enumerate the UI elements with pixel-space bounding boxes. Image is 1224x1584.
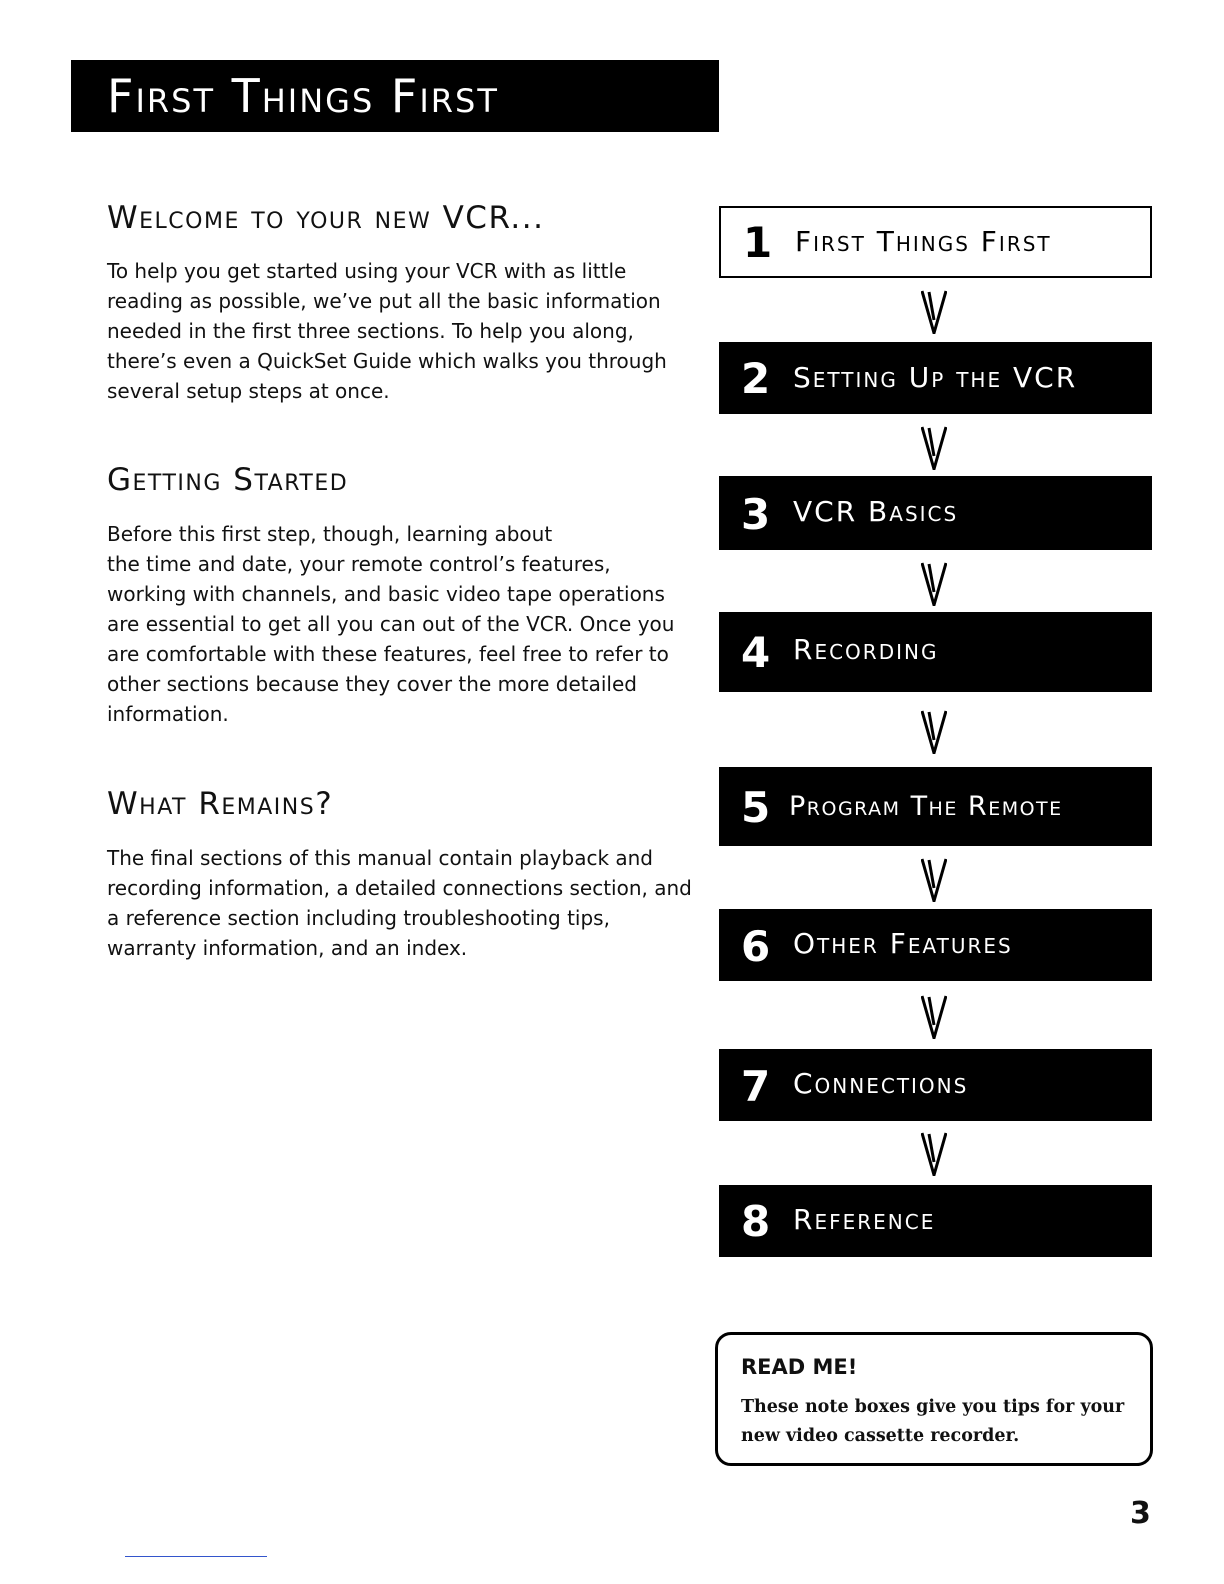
footer-rule xyxy=(125,1556,267,1557)
chapter-number: 8 xyxy=(741,1197,771,1246)
section-body-what-remains xyxy=(107,843,692,963)
body-line: reading as possible, we’ve put all the basic information xyxy=(107,289,661,313)
body-line: needed in the first three sections. To help you along, xyxy=(107,319,634,343)
body-line: are comfortable with these features, feel free to refer to xyxy=(107,642,669,666)
chapter-box-5 xyxy=(719,767,1152,846)
chapter-label: Connections xyxy=(793,1067,969,1100)
body-line: other sections because they cover the more detailed xyxy=(107,672,637,696)
body-line: several setup steps at once. xyxy=(107,379,390,403)
chapter-box-4 xyxy=(719,612,1152,692)
chevron-down-arrow-icon xyxy=(921,710,947,754)
chapter-label: Reference xyxy=(793,1203,936,1236)
chapter-number: 4 xyxy=(741,628,771,677)
chapter-box-1 xyxy=(719,206,1152,278)
chevron-down-arrow-icon xyxy=(921,995,947,1039)
chapter-number: 2 xyxy=(741,354,771,403)
body-line: recording information, a detailed connections section, and xyxy=(107,876,692,900)
chevron-down-arrow-icon xyxy=(921,1132,947,1176)
chevron-down-arrow-icon xyxy=(921,562,947,606)
chevron-down-arrow-icon xyxy=(921,858,947,902)
note-body xyxy=(741,1393,1141,1451)
chapter-label: VCR Basics xyxy=(793,495,959,528)
chapter-box-3 xyxy=(719,476,1152,550)
body-line: information. xyxy=(107,702,229,726)
body-line: To help you get started using your VCR with as little xyxy=(107,259,627,283)
page-number: 3 xyxy=(1130,1496,1151,1531)
body-line: the time and date, your remote control’s features, xyxy=(107,552,611,576)
body-line: warranty information, and an index. xyxy=(107,936,468,960)
chapter-number: 6 xyxy=(741,922,771,971)
body-line: are essential to get all you can out of the VCR. Once you xyxy=(107,612,675,636)
note-line: new video cassette recorder. xyxy=(741,1426,1020,1446)
section-body-welcome xyxy=(107,256,677,406)
chapter-number: 3 xyxy=(741,490,771,539)
chapter-label: First Things First xyxy=(795,225,1052,258)
chapter-label: Program The Remote xyxy=(789,791,1063,822)
chapter-box-7 xyxy=(719,1049,1152,1121)
chevron-down-arrow-icon xyxy=(921,290,947,334)
chapter-number: 7 xyxy=(741,1062,771,1111)
chapter-title: First Things First xyxy=(107,69,499,123)
read-me-note-box xyxy=(715,1332,1153,1466)
section-heading-getting-started: Getting Started xyxy=(107,462,349,498)
chapter-number: 1 xyxy=(743,218,773,267)
note-title: READ ME! xyxy=(741,1355,858,1379)
chapter-label: Recording xyxy=(793,633,939,666)
body-line: The final sections of this manual contain playback and xyxy=(107,846,654,870)
body-line: a reference section including troubleshooting tips, xyxy=(107,906,610,930)
chevron-down-arrow-icon xyxy=(921,426,947,470)
chapter-box-8 xyxy=(719,1185,1152,1257)
body-line: working with channels, and basic video tape operations xyxy=(107,582,665,606)
body-line: there’s even a QuickSet Guide which walks you through xyxy=(107,349,667,373)
chapter-title-bar xyxy=(71,60,719,132)
chapter-number: 5 xyxy=(741,783,771,832)
body-line: Before this first step, though, learning about xyxy=(107,522,553,546)
chapter-label: Setting Up the VCR xyxy=(793,361,1078,394)
chapter-label: Other Features xyxy=(793,927,1013,960)
chapter-box-6 xyxy=(719,909,1152,981)
section-heading-what-remains: What Remains? xyxy=(107,786,334,822)
section-body-getting-started xyxy=(107,519,677,729)
chapter-box-2 xyxy=(719,342,1152,414)
note-line: These note boxes give you tips for your xyxy=(741,1397,1125,1417)
section-heading-welcome: Welcome to your new VCR... xyxy=(107,200,545,236)
